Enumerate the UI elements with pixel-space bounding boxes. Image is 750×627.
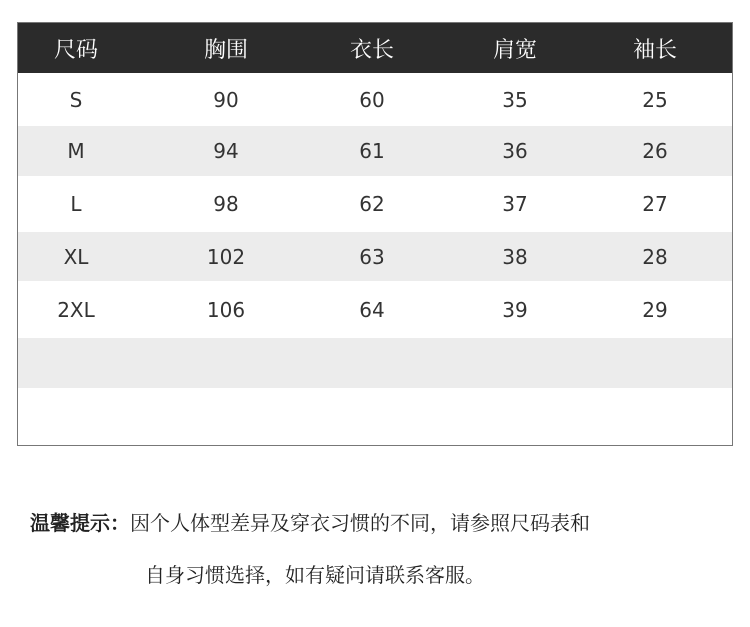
table-row — [18, 176, 732, 232]
table-cell: 25 — [642, 87, 668, 112]
header-chest: 胸围 — [203, 37, 248, 63]
table-cell: 35 — [502, 87, 528, 112]
table-cell: 63 — [359, 244, 385, 269]
header-length: 衣长 — [349, 37, 394, 63]
table-row — [18, 73, 732, 126]
header-sleeve: 袖长 — [632, 37, 677, 63]
table-cell: 29 — [642, 297, 668, 322]
tip-text-line2: 自身习惯选择，如有疑问请联系客服。 — [145, 563, 485, 587]
table-cell: 90 — [213, 87, 239, 112]
table-cell: 39 — [502, 297, 528, 322]
table-cell: M — [67, 139, 85, 163]
table-row — [18, 232, 732, 281]
table-cell: 94 — [213, 139, 239, 163]
table-cell: 27 — [642, 192, 668, 216]
table-row — [18, 126, 732, 176]
table-cell: 38 — [502, 244, 528, 269]
table-cell: 28 — [642, 244, 668, 269]
table-row — [18, 388, 732, 445]
table-cell: 106 — [206, 297, 246, 322]
table-cell: 37 — [502, 192, 528, 216]
table-cell: 60 — [359, 87, 385, 112]
table-cell: 26 — [642, 139, 668, 163]
table-cell: XL — [63, 244, 89, 269]
tip-label: 温馨提示： — [30, 511, 130, 535]
table-row — [18, 281, 732, 338]
table-cell: 36 — [502, 139, 528, 163]
header-size: 尺码 — [53, 37, 98, 63]
table-cell: 64 — [359, 297, 385, 322]
table-cell: S — [69, 87, 83, 112]
table-cell: 61 — [359, 139, 385, 163]
size-tip — [30, 508, 590, 538]
table-cell: 102 — [206, 244, 246, 269]
table-cell: 62 — [359, 192, 385, 216]
table-cell: 98 — [213, 192, 239, 216]
table-cell: 2XL — [57, 297, 95, 322]
table-header-row — [18, 23, 732, 73]
header-shoulder: 肩宽 — [492, 37, 537, 63]
table-row — [18, 338, 732, 388]
size-chart-table — [17, 22, 733, 446]
tip-text-line1: 因个人体型差异及穿衣习惯的不同，请参照尺码表和 — [130, 511, 590, 535]
table-cell: L — [70, 192, 82, 216]
